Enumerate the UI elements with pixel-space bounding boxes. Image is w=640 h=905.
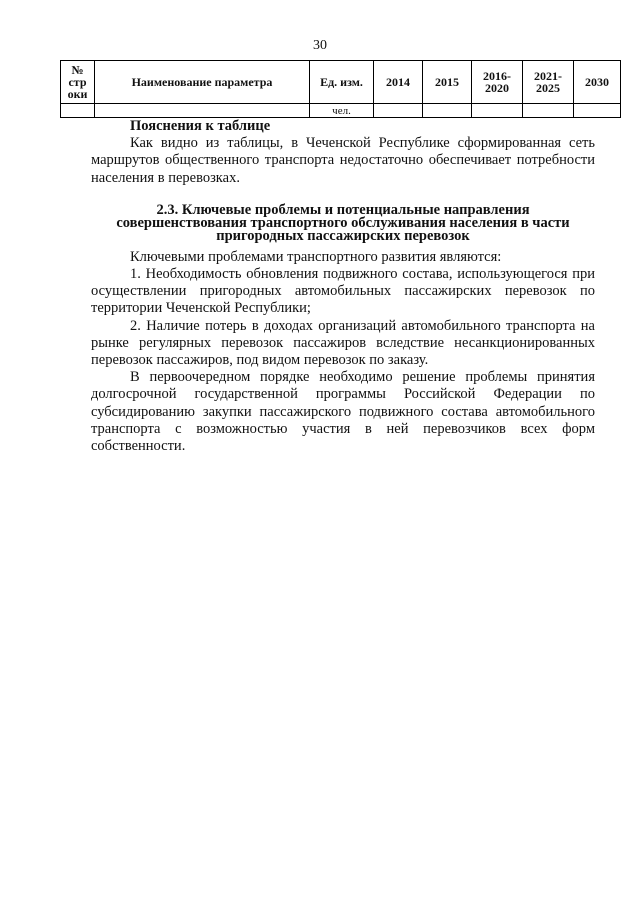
header-2015: 2015 bbox=[423, 61, 472, 104]
header-2016-2020 bbox=[472, 61, 523, 104]
header-row-number-line: оки bbox=[67, 87, 88, 101]
cell-2016-2020 bbox=[472, 104, 523, 118]
document-body bbox=[91, 118, 595, 455]
header-2021-2025-line: 2025 bbox=[536, 81, 560, 95]
header-2030: 2030 bbox=[574, 61, 621, 104]
parameters-table bbox=[60, 60, 621, 118]
problem-item-1: 1. Необходимость обновления подвижного состава, использующегося при осуществлении пригородных автомобильных пассажирских перевозок по территории Чеченской Республики; bbox=[91, 266, 595, 317]
section-heading-line: совершенствования транспортного обслуживания населения в части bbox=[116, 214, 570, 231]
cell-row-number bbox=[61, 104, 95, 118]
cell-2014 bbox=[374, 104, 423, 118]
header-2021-2025-line: 2021- bbox=[534, 69, 562, 83]
header-2014: 2014 bbox=[374, 61, 423, 104]
header-row-number bbox=[61, 61, 95, 104]
table-row bbox=[61, 104, 621, 118]
header-row-number-line: стр bbox=[68, 75, 87, 89]
header-2021-2025 bbox=[523, 61, 574, 104]
header-2016-2020-line: 2016- bbox=[483, 69, 511, 83]
cell-2030 bbox=[574, 104, 621, 118]
section-heading bbox=[91, 201, 595, 244]
page-number: 30 bbox=[313, 38, 327, 53]
header-parameter-name: Наименование параметра bbox=[95, 61, 310, 104]
section-heading-line: пригородных пассажирских перевозок bbox=[216, 227, 470, 244]
table-header-row bbox=[61, 61, 621, 104]
header-2016-2020-line: 2020 bbox=[485, 81, 509, 95]
section-heading-line: 2.3. Ключевые проблемы и потенциальные направления bbox=[156, 201, 530, 218]
explanations-heading: Пояснения к таблице bbox=[130, 118, 271, 134]
cell-2021-2025 bbox=[523, 104, 574, 118]
explanations-text: Как видно из таблицы, в Чеченской Республике сформированная сеть маршрутов общественного транспорта недостаточно обеспечивает потребности населения в перевозках. bbox=[91, 135, 595, 186]
cell-unit: чел. bbox=[310, 104, 374, 118]
problem-item-2: 2. Наличие потерь в доходах организаций автомобильного транспорта на рынке регулярных перевозок пассажиров вследствие несанкционированных перевозок пассажиров, под видом перевозок по заказу. bbox=[91, 317, 595, 369]
solution-paragraph: В первоочередном порядке необходимо решение проблемы принятия долгосрочной государственной программы Российской Федерации по субсидированию закупки пассажирского подвижного состава автомобильного транспорта с возможностью участия в ней перевозчиков всех форм собственности. bbox=[91, 369, 595, 455]
cell-2015 bbox=[423, 104, 472, 118]
header-unit: Ед. изм. bbox=[310, 61, 374, 104]
problems-intro: Ключевыми проблемами транспортного развития являются: bbox=[130, 248, 502, 265]
cell-parameter-name bbox=[95, 104, 310, 118]
header-row-number-line: № bbox=[71, 63, 84, 77]
